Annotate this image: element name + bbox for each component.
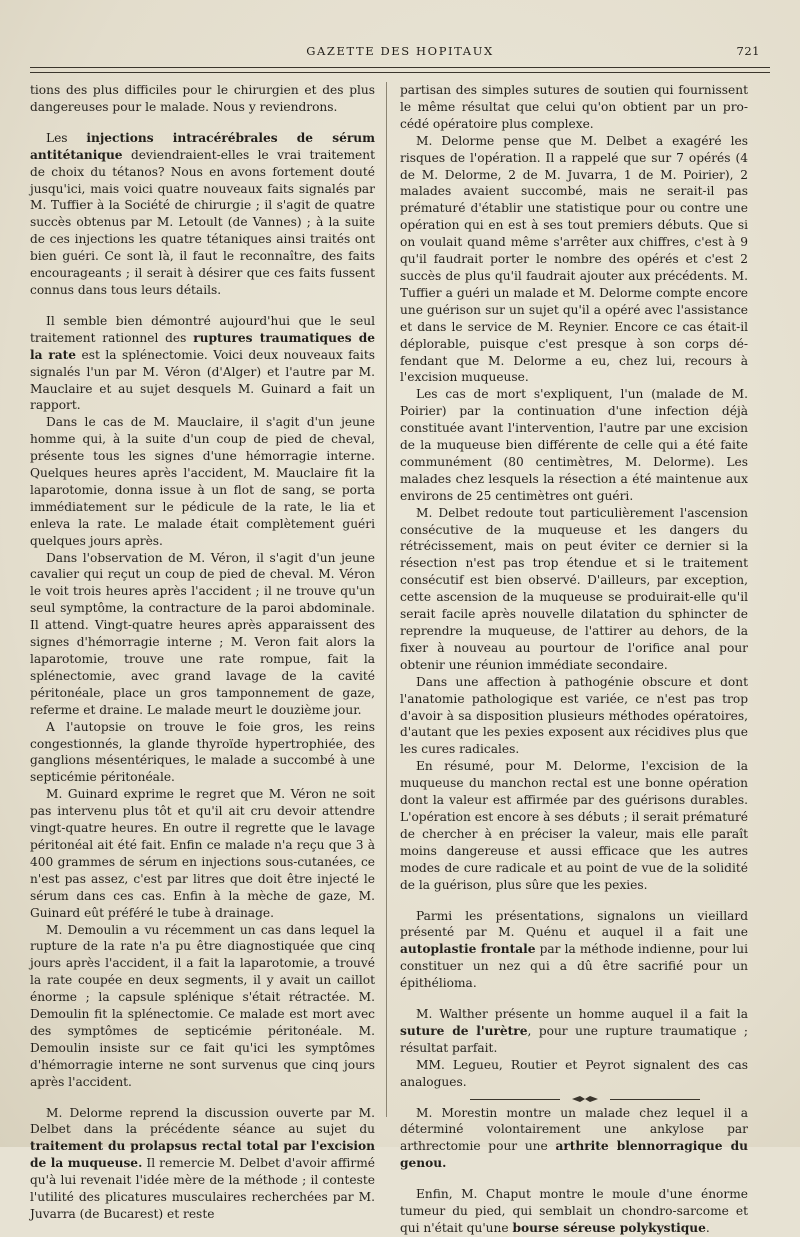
bold-heading: ruptures traumatiques de la rate — [30, 330, 375, 362]
paragraph: Dans le cas de M. Mauclaire, il s'agit d'un jeune homme qui, à la suite d'un coup de pied de cheval, présente tous les signes d'une hémorragie interne. Quelques heures après l'accident, M. Mauclaire fit la laparotomie, donna issue à un flot de sang, se porta immédiatement sur le pédicule de la rate, le lia et enleva la rate. Le malade était complètement guéri quelques jours après. — [30, 415, 375, 548]
page-number: 721 — [736, 44, 760, 58]
paragraph: Dans une affection à pathogénie obscure et dont l'anatomie pathologique est variée, ce n'est pas trop d'avoir à sa disposition plusieurs méthodes opératoires, d'autant que les pexies exposent aux récidives plus que les cures radicales. — [400, 674, 748, 757]
paragraph: M. Delbet redoute tout particulièrement l'ascension consécutive de la muqueuse et les dangers du rétrécissement, mais on peut éviter ce dernier si la résection n'est pas trop étendue et si le traitement consécutif est bien observé. D'ailleurs, par exception, cette ascension de la muqueuse se produirait-elle qu'il serait facile après nouvelle dilatation du sphincter de reprendre la muqueuse, de l'attirer au dehors, de la fixer à nouveau au pourtour de l'orifice anal pour obtenir une réunion immédiate secondaire. — [400, 505, 748, 672]
ornament-line — [610, 1099, 700, 1100]
left-column — [30, 82, 375, 1223]
ornament-line — [470, 1099, 560, 1100]
bold-heading: bourse séreuse polykystique — [512, 1221, 706, 1235]
paragraph: M. Guinard exprime le regret que M. Véron ne soit pas intervenu plus tôt et qu'il ait cru devoir attendre vingt-quatre heures. En outre il regrette que le lavage péritonéal ait été fait. Enfin ce malade n'a reçu que 3 à 400 grammes de sérum en injections sous-cutanées, ce n'est pas assez, c'est par litres que doit être injecté le sérum dans ces cas. Enfin à la mèche de gaze, M. Guinard eût préféré le tube à drainage. — [30, 787, 375, 920]
paragraph: M. Walther présente un homme auquel il a fait la suture de l'urètre, pour une rupture traumatique ; résultat parfait. — [400, 1007, 748, 1055]
running-title: GAZETTE DES HOPITAUX — [306, 44, 494, 58]
ornament-icon — [570, 1093, 600, 1105]
paragraph: M. Delorme pense que M. Delbet a exagéré les risques de l'opération. Il a rappelé que sur 7 opérés (4 de M. Delorme, 2 de M. Juvarra, 1 de M. Poirier), 2 malades avaient succombé, mais ne serait-il pas prématuré d'établir une statistique pour ou contre une opération qui en est à ses tout premiers débuts. Que si on voulait quand même s'arrêter aux chiffres, c'est à 9 qu'il faudrait porter le nombre des opérés et c'est 2 succès de plus qu'il faudrait ajouter aux précédents. M. Tuffier a guéri un malade et M. Delorme compte encore une guérison sur un sujet qu'il a opéré avec l'assistance et dans le service de M. Reynier. Encore ce cas était-il déplorable, puisque c'est presque à son corps défendant que M. Delorme a eu, chez lui, recours à l'excision muqueuse. — [400, 133, 748, 385]
paragraph: Les cas de mort s'expliquent, l'un (malade de M. Poirier) par la continuation d'une infection déjà constituée avant l'intervention, l'autre par une excision de la muqueuse bien différente de celle qui a été faite communément (80 centimètres, M. Delorme). Les malades chez lesquels la résection a été maintenue aux environs de 25 centimètres ont guéri. — [400, 387, 748, 503]
end-ornament — [470, 1093, 700, 1107]
right-column — [400, 82, 748, 1237]
header-rule — [30, 67, 770, 73]
paragraph: Il semble bien démontré aujourd'hui que le seul traitement rationnel des ruptures traumatiques de la rate est la splénectomie. Voici deux nouveaux faits signalés l'un par M. Véron (d'Alger) et l'autre par M. Mauclaire et au sujet desquels M. Guinard a fait un rapport. — [30, 313, 375, 413]
paragraph: MM. Legueu, Routier et Peyrot signalent des cas analogues. — [400, 1057, 748, 1089]
paragraph: Dans l'observation de M. Véron, il s'agit d'un jeune cavalier qui reçut un coup de pied de cheval. M. Véron le voit trois heures après l'accident ; il ne trouve qu'un seul symptôme, la contracture de la paroi abdominale. Il attend. Vingt-quatre heures après apparaissent des signes d'hémorragie interne ; M. Veron fait alors la laparotomie, trouve une rate rompue, fait la splénectomie, avec grand lavage de la cavité péritonéale, place un gros tamponnement de gaze, referme et draine. Le malade meurt le douzième jour. — [30, 550, 375, 717]
bold-heading: traitement du prolapsus rectal total par l'excision de la muqueuse. — [30, 1139, 375, 1171]
paragraph: M. Morestin montre un malade chez lequel il a déterminé volontairement une ankylose par arthrectomie pour une arthrite blennorragique du genou. — [400, 1105, 748, 1171]
page-header — [30, 40, 770, 62]
column-divider — [386, 82, 387, 1117]
paragraph: Enfin, M. Chaput montre le moule d'une énorme tumeur du pied, qui semblait un chondro-sarcome et qui n'était qu'une bourse séreuse polykystique. — [400, 1187, 748, 1235]
paragraph: partisan des simples sutures de soutien qui fournissent le même résultat que celui qu'on obtient par un procédé opératoire plus complexe. — [400, 83, 748, 131]
paragraph: M. Demoulin a vu récemment un cas dans lequel la rupture de la rate n'a pu être diagnostiquée que cinq jours après l'accident, il a fait la laparotomie, a trouvé la rate coupée en deux segments, il y avait un caillot énorme ; la capsule splénique s'était rétractée. M. Demoulin fit la splénectomie. Ce malade est mort avec des symptômes de septicémie péritonéale. M. Demoulin insiste sur ce fait qu'ici les symptômes d'hémorragie interne ne sont survenus que cinq jours après l'accident. — [30, 922, 375, 1089]
bold-heading: autoplastie frontale — [400, 942, 536, 957]
paragraph: Parmi les présentations, signalons un vieillard présenté par M. Quénu et auquel il a fait une autoplastie frontale par la méthode indienne, pour lui constituer un nez qui a dû être sacrifié pour un épithélioma. — [400, 908, 749, 991]
paragraph: Les injections intracérébrales de sérum antitétanique deviendraient-elles le vrai traitement de choix du tétanos? Nous en avons fortement douté jusqu'ici, mais voici quatre nouveaux faits signalés par M. Tuffier à la Société de chirurgie ; il s'agit de quatre succès obtenus par M. Letoult (de Vannes) ; à la suite de ces injections les quatre tétaniques ainsi traités ont bien guéri. Ce sont là, il faut le reconnaître, des faits encourageants ; il serait à désirer que ces faits fussent connus dans tous leurs détails. — [30, 130, 376, 297]
bold-heading: arthrite blennorragique du genou. — [400, 1139, 748, 1171]
paragraph: tions des plus difficiles pour le chirurgien et des plus dangereuses pour le malade. Nous y reviendrons. — [30, 83, 375, 114]
paragraph: A l'autopsie on trouve le foie gros, les reins congestionnés, la glande thyroïde hypertrophiée, des ganglions mésentériques, le malade a succombé à une septicémie péritonéale. — [30, 719, 375, 785]
paragraph: En résumé, pour M. Delorme, l'excision de la muqueuse du manchon rectal est une bonne opération dont la valeur est affirmée par des guérisons durables. L'opération est encore à ses débuts ; il serait prématuré de chercher à en préciser la valeur, mais elle paraît moins dangereuse et aussi efficace que les autres modes de cure radicale et au point de vue de la solidité de la guérison, plus sûre que les pexies. — [400, 759, 748, 892]
bold-heading: injections intracérébrales de sérum antitétanique — [30, 130, 376, 162]
paragraph: M. Delorme reprend la discussion ouverte par M. Delbet dans la précédente séance au sujet du traitement du prolapsus rectal total par l'excision de la muqueuse. Il remercie M. Delbet d'avoir affirmé qu'à lui revenait l'idée mère de la méthode ; il conteste l'utilité des plicatures musculaires recherchées par M. Juvarra (de Bucarest) et reste — [30, 1105, 375, 1221]
bold-heading: suture de l'urètre — [400, 1023, 528, 1038]
ornament-mark — [570, 1093, 600, 1108]
